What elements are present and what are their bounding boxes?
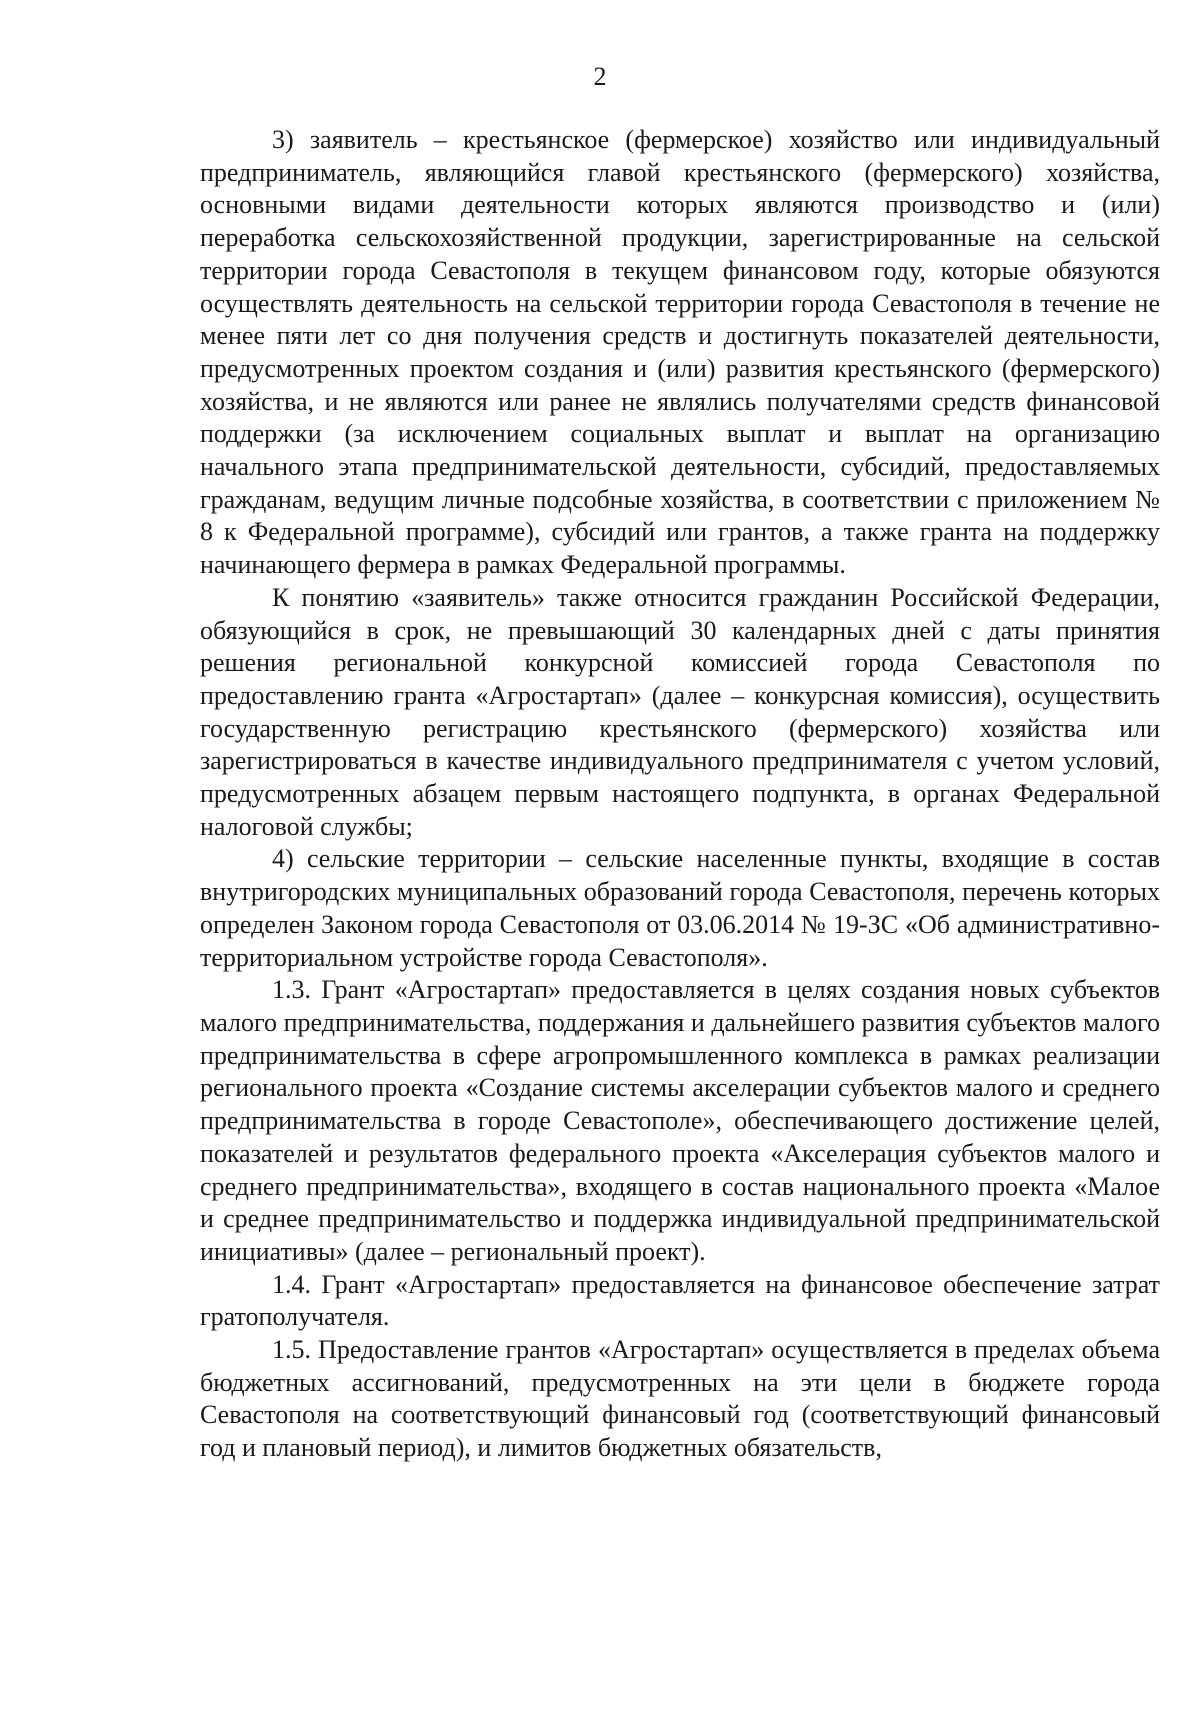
paragraph-section-1-3: 1.3. Грант «Агростартап» предоставляется в целях создания новых субъектов малого предпринимательства, поддержания и дальнейшего развития субъектов малого предпринимательства в сфере агропромышленного комплекса в рамках реализации регионального проекта «Создание системы акселерации субъектов малого и среднего предпринимательства в городе Севастополе», обеспечивающего достижение целей, показателей и результатов федерального проекта «Акселерация субъектов малого и среднего предпринимательства», входящего в состав национального проекта «Малое и среднее предпринимательство и поддержка индивидуальной предпринимательской инициативы» (далее – региональный проект). <box>200 975 1160 1266</box>
paragraph-applicant-definition: 3) заявитель – крестьянское (фермерское) хозяйство или индивидуальный предприниматель, являющийся главой крестьянского (фермерского) хозяйства, основными видами деятельности которых являются производство и (или) переработка сельскохозяйственной продукции, зарегистрированные на сельской территории города Севастополя в текущем финансовом году, которые обязуются осуществлять деятельность на сельской территории города Севастополя в течение не менее пяти лет со дня получения средств и достигнуть показателей деятельности, предусмотренных проектом создания и (или) развития крестьянского (фермерского) хозяйства, и не являются или ранее не являлись получателями средств финансовой поддержки (за исключением социальных выплат и выплат на организацию начального этапа предпринимательской деятельности, субсидий, предоставляемых гражданам, ведущим личные подсобные хозяйства, в соответствии с приложением № 8 к Федеральной программе), субсидий или грантов, а также гранта на поддержку начинающего фермера в рамках Федеральной программы. <box>200 125 1160 580</box>
paragraph-rural-territories: 4) сельские территории – сельские населенные пункты, входящие в состав внутригородских муниципальных образований города Севастополя, перечень которых определен Законом города Севастополя от 03.06.2014 № 19-ЗС «Об административно-территориальном устройстве города Севастополя». <box>200 844 1160 972</box>
paragraph-section-1-4: 1.4. Грант «Агростартап» предоставляется на финансовое обеспечение затрат гратополучателя. <box>200 1269 1160 1332</box>
page-number: 2 <box>593 62 607 91</box>
paragraph-section-1-5: 1.5. Предоставление грантов «Агростартап» осуществляется в пределах объема бюджетных ассигнований, предусмотренных на эти цели в бюджете города Севастополя на соответствующий финансовый год (соответствующий финансовый год и плановый период), и лимитов бюджетных обязательств, <box>200 1335 1160 1463</box>
paragraph-applicant-extension: К понятию «заявитель» также относится гражданин Российской Федерации, обязующийся в срок, не превышающий 30 календарных дней с даты принятия решения региональной конкурсной комиссией города Севастополя по предоставлению гранта «Агростартап» (далее – конкурсная комиссия), осуществить государственную регистрацию крестьянского (фермерского) хозяйства или зарегистрироваться в качестве индивидуального предпринимателя с учетом условий, предусмотренных абзацем первым настоящего подпункта, в органах Федеральной налоговой службы; <box>200 582 1160 841</box>
document-body <box>200 124 1160 1465</box>
